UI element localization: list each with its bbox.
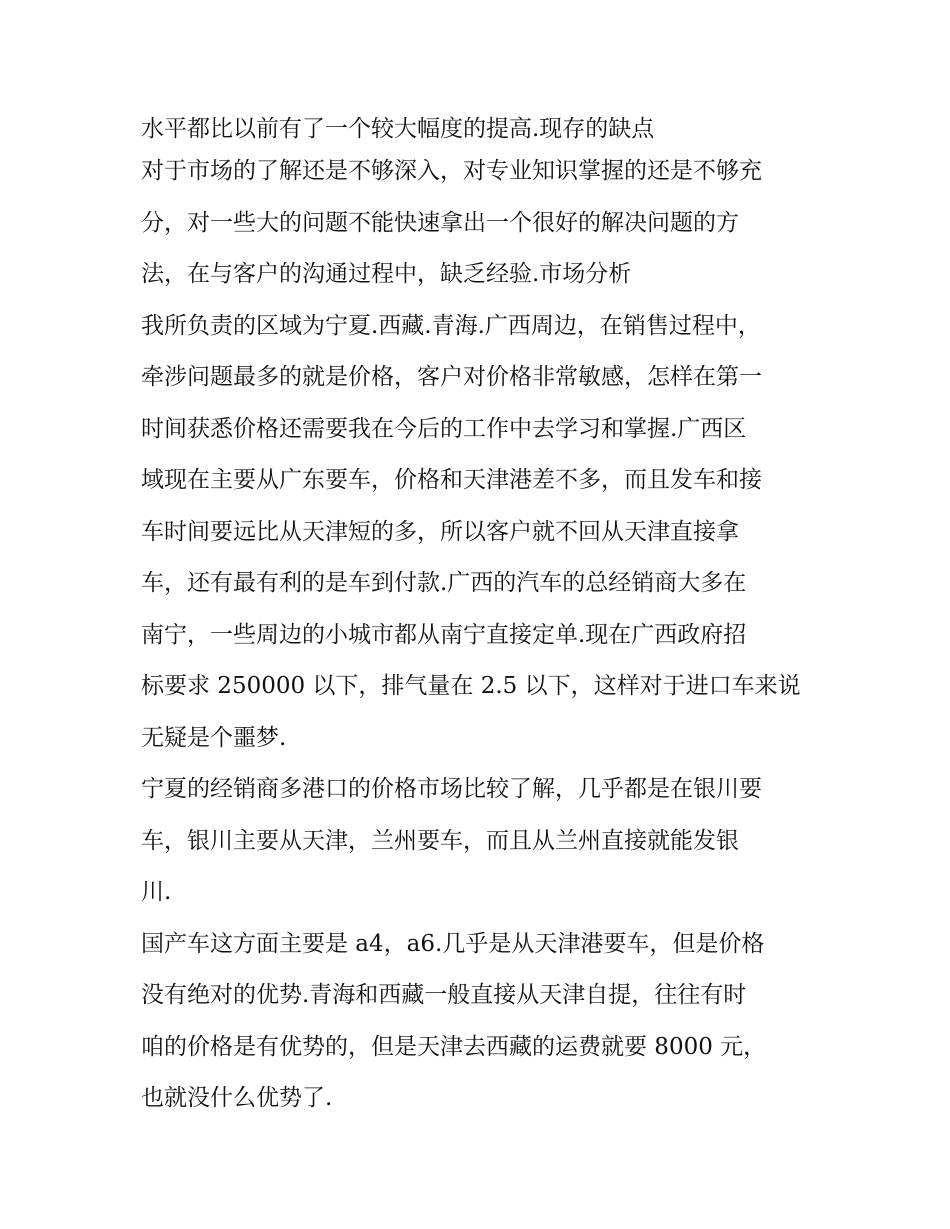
text-line: 也就没什么优势了. <box>141 1085 333 1111</box>
text-line: 水平都比以前有了一个较大幅度的提高.现存的缺点 <box>141 116 655 142</box>
text-line: 牵涉问题最多的就是价格，客户对价格非常敏感，怎样在第一 <box>141 364 762 390</box>
text-line: 分，对一些大的问题不能快速拿出一个很好的解决问题的方 <box>141 209 739 236</box>
text-line: 时间获悉价格还需要我在今后的工作中去学习和掌握.广西区 <box>141 415 747 442</box>
text-line: 对于市场的了解还是不够深入，对专业知识掌握的还是不够充 <box>141 158 762 184</box>
text-line: 车，银川主要从天津，兰州要车，而且从兰州直接就能发银 <box>141 827 739 854</box>
text-line: 没有绝对的优势.青海和西藏一般直接从天津自提，往往有时 <box>141 982 747 1008</box>
text-line: 南宁，一些周边的小城市都从南宁直接定单.现在广西政府招 <box>141 621 747 648</box>
text-line: 法，在与客户的沟通过程中，缺乏经验.市场分析 <box>141 261 632 287</box>
text-line: 无疑是个噩梦. <box>141 724 287 751</box>
text-line: 川. <box>141 879 172 905</box>
text-line: 宁夏的经销商多港口的价格市场比较了解，几乎都是在银川要 <box>141 776 762 802</box>
text-line: 车时间要远比从天津短的多，所以客户就不回从天津直接拿 <box>141 518 739 545</box>
text-line: 车，还有最有利的是车到付款.广西的汽车的总经销商大多在 <box>141 570 747 596</box>
text-line: 国产车这方面主要是 a4，a6.几乎是从天津港要车，但是价格 <box>141 930 765 957</box>
text-line: 域现在主要从广东要车，价格和天津港差不多，而且发车和接 <box>141 467 762 493</box>
text-line: 咱的价格是有优势的，但是天津去西藏的运费就要 8000 元， <box>141 1033 767 1060</box>
text-line: 标要求 250000 以下，排气量在 2.5 以下，这样对于进口车来说 <box>141 673 801 699</box>
body-text <box>141 109 821 1130</box>
text-line: 我所负责的区域为宁夏.西藏.青海.广西周边，在销售过程中， <box>141 312 761 339</box>
